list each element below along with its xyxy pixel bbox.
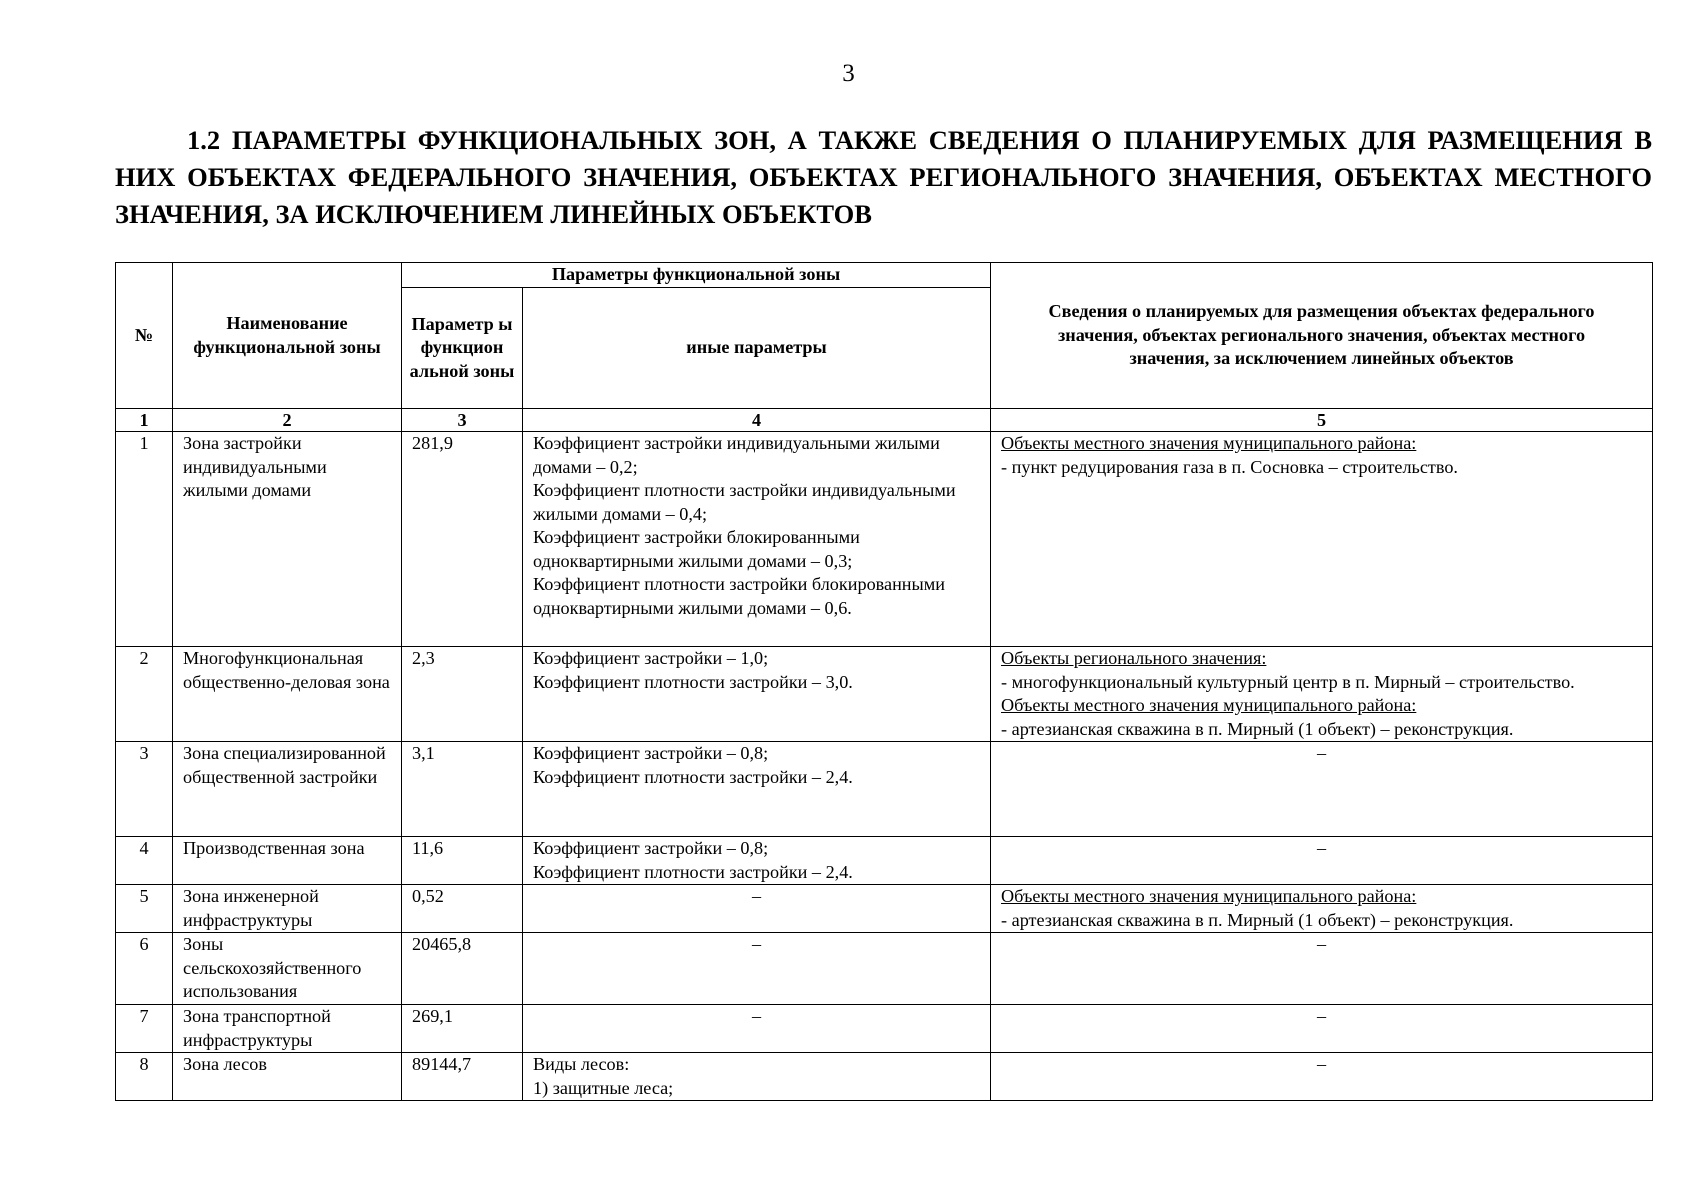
planned-objects-dash: – bbox=[991, 837, 1653, 885]
object-item: - артезианская скважина в п. Мирный (1 объект) – реконструкция. bbox=[1001, 909, 1514, 930]
table-row bbox=[116, 837, 1653, 885]
objects-category-label: Объекты регионального значения: bbox=[1001, 648, 1267, 668]
row-number: 1 bbox=[116, 432, 173, 647]
zones-table bbox=[115, 262, 1653, 1101]
objects-category-label: Объекты местного значения муниципального района: bbox=[1001, 886, 1417, 906]
other-parameters bbox=[523, 1053, 991, 1101]
header-params-group: Параметры функциональной зоны bbox=[402, 263, 991, 288]
row-number: 5 bbox=[116, 885, 173, 933]
planned-objects-dash: – bbox=[991, 1053, 1653, 1101]
header-other-params: иные параметры bbox=[523, 288, 991, 409]
zone-parameter: 3,1 bbox=[402, 742, 523, 837]
zone-name: Зона лесов bbox=[173, 1053, 402, 1101]
object-item: - артезианская скважина в п. Мирный (1 объект) – реконструкция. bbox=[1001, 718, 1514, 739]
other-parameters bbox=[523, 432, 991, 647]
row-number: 2 bbox=[116, 647, 173, 742]
header-zone-name: Наименование функциональной зоны bbox=[173, 263, 402, 409]
zone-parameter: 269,1 bbox=[402, 1005, 523, 1053]
header-number: № bbox=[116, 263, 173, 409]
page-number: 3 bbox=[842, 60, 855, 87]
zone-name: Многофункциональная общественно-деловая зона bbox=[173, 647, 402, 742]
parameter-line: Коэффициент застройки – 1,0; bbox=[533, 648, 769, 668]
column-number-row bbox=[116, 409, 1653, 432]
planned-objects-dash: – bbox=[991, 933, 1653, 1005]
table-row bbox=[116, 647, 1653, 742]
zone-parameter: 281,9 bbox=[402, 432, 523, 647]
column-number: 2 bbox=[173, 409, 402, 432]
planned-objects-dash: – bbox=[991, 742, 1653, 837]
table-row bbox=[116, 885, 1653, 933]
parameter-line: Коэффициент плотности застройки блокированными одноквартирными жилыми домами – 0,6. bbox=[533, 574, 946, 618]
parameter-line: Коэффициент плотности застройки – 2,4. bbox=[533, 861, 853, 882]
objects-category-label: Объекты местного значения муниципального района: bbox=[1001, 695, 1417, 715]
row-number: 4 bbox=[116, 837, 173, 885]
parameter-line: Виды лесов: bbox=[533, 1054, 630, 1074]
planned-objects bbox=[991, 432, 1653, 647]
table-row bbox=[116, 742, 1653, 837]
header-zone-params: Параметр ы функцион альной зоны bbox=[402, 288, 523, 409]
zone-parameter: 2,3 bbox=[402, 647, 523, 742]
zone-name: Зона транспортной инфраструктуры bbox=[173, 1005, 402, 1053]
zone-name: Зона инженерной инфраструктуры bbox=[173, 885, 402, 933]
column-number: 1 bbox=[116, 409, 173, 432]
planned-objects bbox=[991, 647, 1653, 742]
zone-parameter: 0,52 bbox=[402, 885, 523, 933]
other-parameters-dash: – bbox=[523, 885, 991, 933]
table-row bbox=[116, 1005, 1653, 1053]
column-number: 4 bbox=[523, 409, 991, 432]
object-item: - многофункциональный культурный центр в п. Мирный – строительство. bbox=[1001, 671, 1575, 692]
zone-name: Зона специализированной общественной застройки bbox=[173, 742, 402, 837]
column-number: 3 bbox=[402, 409, 523, 432]
zone-parameter: 20465,8 bbox=[402, 933, 523, 1005]
planned-objects bbox=[991, 885, 1653, 933]
parameter-line: Коэффициент застройки блокированными одноквартирными жилыми домами – 0,3; bbox=[533, 527, 860, 571]
other-parameters-dash: – bbox=[523, 933, 991, 1005]
zone-name: Зона застройки индивидуальными жилыми домами bbox=[173, 432, 402, 647]
zone-name: Зоны сельскохозяйственного использования bbox=[173, 933, 402, 1005]
row-number: 7 bbox=[116, 1005, 173, 1053]
parameter-line: 1) защитные леса; bbox=[533, 1077, 674, 1098]
parameter-line: Коэффициент застройки индивидуальными жилыми домами – 0,2; bbox=[533, 433, 940, 477]
other-parameters-dash: – bbox=[523, 1005, 991, 1053]
objects-category-label: Объекты местного значения муниципального района: bbox=[1001, 433, 1417, 453]
parameter-line: Коэффициент застройки – 0,8; bbox=[533, 743, 769, 763]
parameter-line: Коэффициент плотности застройки – 3,0. bbox=[533, 671, 853, 692]
planned-objects-dash: – bbox=[991, 1005, 1653, 1053]
other-parameters bbox=[523, 837, 991, 885]
section-heading: 1.2 ПАРАМЕТРЫ ФУНКЦИОНАЛЬНЫХ ЗОН, А ТАКЖЕ СВЕДЕНИЯ О ПЛАНИРУЕМЫХ ДЛЯ РАЗМЕЩЕНИЯ В НИХ ОБЪЕКТАХ ФЕДЕРАЛЬНОГО ЗНАЧЕНИЯ, ОБЪЕКТАХ РЕГИОНАЛЬНОГО ЗНАЧЕНИЯ, ОБЪЕКТАХ МЕСТНОГО ЗНАЧЕНИЯ, ЗА ИСКЛЮЧЕНИЕМ ЛИНЕЙНЫХ ОБЪЕКТОВ bbox=[115, 125, 1652, 229]
column-number: 5 bbox=[991, 409, 1653, 432]
parameter-line: Коэффициент плотности застройки – 2,4. bbox=[533, 766, 853, 787]
parameter-line: Коэффициент плотности застройки индивидуальными жилыми домами – 0,4; bbox=[533, 480, 956, 524]
zone-parameter: 89144,7 bbox=[402, 1053, 523, 1101]
zone-parameter: 11,6 bbox=[402, 837, 523, 885]
other-parameters bbox=[523, 742, 991, 837]
table-row bbox=[116, 933, 1653, 1005]
table-row bbox=[116, 1053, 1653, 1101]
row-number: 8 bbox=[116, 1053, 173, 1101]
table-row bbox=[116, 432, 1653, 647]
header-planned-objects: Сведения о планируемых для размещения объектах федерального значения, объектах регионального значения, объектах местного значения, за исключением линейных объектов bbox=[991, 263, 1653, 409]
zones-table-body bbox=[116, 432, 1653, 1101]
row-number: 3 bbox=[116, 742, 173, 837]
object-item: - пункт редуцирования газа в п. Сосновка – строительство. bbox=[1001, 456, 1458, 477]
parameter-line: Коэффициент застройки – 0,8; bbox=[533, 838, 769, 858]
other-parameters bbox=[523, 647, 991, 742]
row-number: 6 bbox=[116, 933, 173, 1005]
zone-name: Производственная зона bbox=[173, 837, 402, 885]
